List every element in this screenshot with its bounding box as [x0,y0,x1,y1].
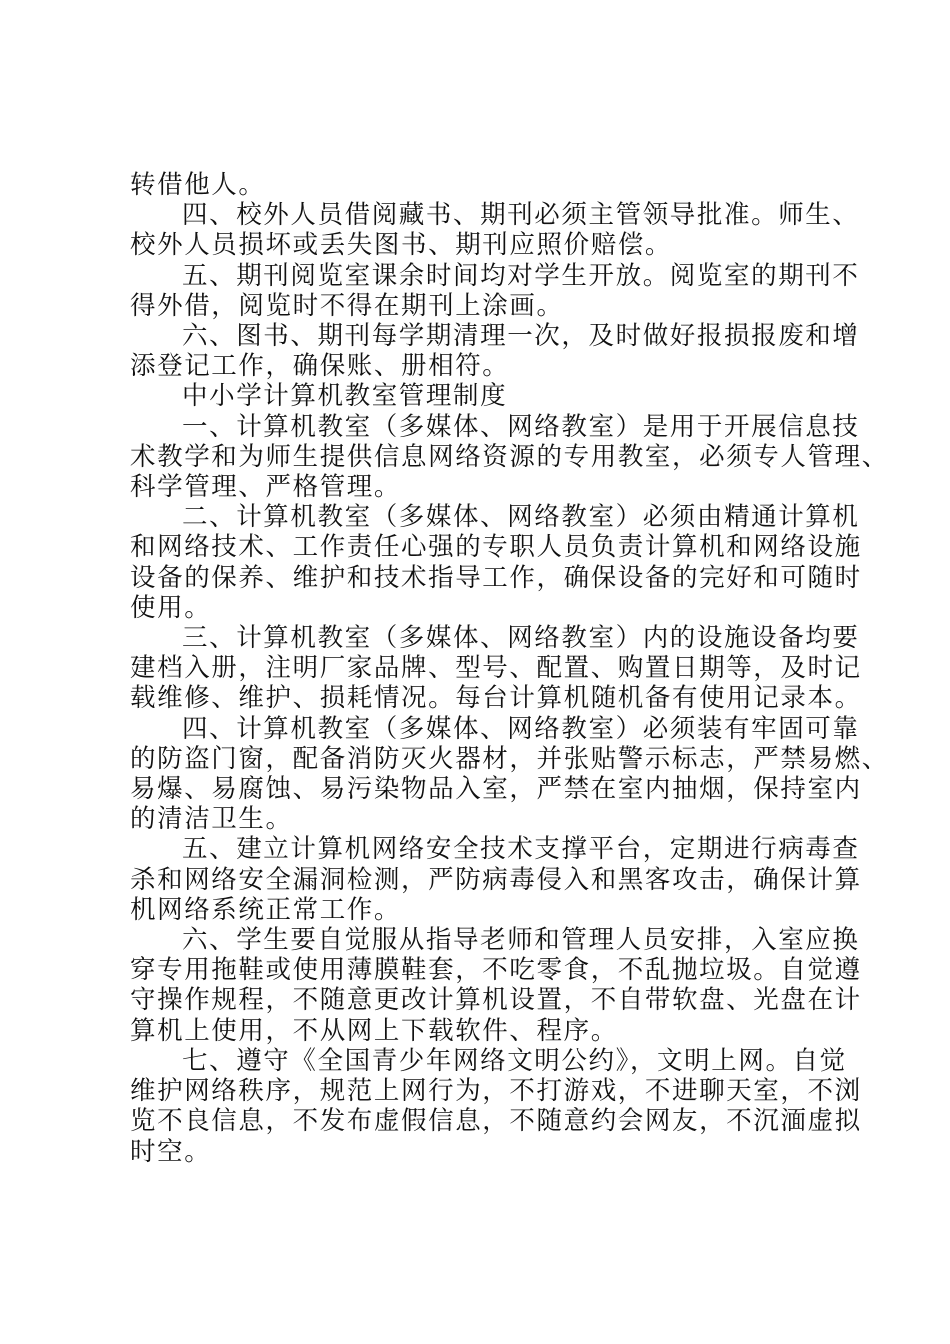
text-line: 的防盗门窗，配备消防灭火器材，并张贴警示标志，严禁易燃、 [130,743,889,774]
text-line: 二、计算机教室（多媒体、网络教室）必须由精通计算机 [182,502,860,533]
text-line: 载维修、维护、损耗情况。每台计算机随机备有使用记录本。 [130,683,862,714]
text-line: 建档入册，注明厂家品牌、型号、配置、购置日期等，及时记 [130,653,862,684]
text-line: 览不良信息，不发布虚假信息，不随意约会网友，不沉湎虚拟 [130,1106,862,1137]
text-line: 得外借，阅览时不得在期刊上涂画。 [130,290,564,321]
paragraph [130,502,862,623]
text-line: 机网络系统正常工作。 [130,894,402,925]
text-line: 中小学计算机教室管理制度 [182,381,508,412]
paragraph [130,713,889,835]
paragraph [130,260,860,321]
paragraph [130,1045,862,1167]
text-line: 七、遵守《全国青少年网络文明公约》，文明上网。自觉 [182,1045,847,1076]
text-line: 转借他人。 [130,170,266,200]
text-line: 术教学和为师生提供信息网络资源的专用教室，必须专人管理、 [130,441,889,472]
text-line: 维护网络秩序，规范上网行为，不打游戏，不进聊天室，不浏 [130,1076,862,1107]
text-line: 和网络技术、工作责任心强的专职人员负责计算机和网络设施 [130,532,862,563]
text-line: 使用。 [130,592,212,623]
text-line: 的清洁卫生。 [130,804,293,835]
text-line: 算机上使用，不从网上下载软件、程序。 [130,1015,618,1046]
paragraph [130,411,889,503]
text-line: 易爆、易腐蚀、易污染物品入室，严禁在室内抽烟，保持室内 [130,774,862,805]
text-line: 三、计算机教室（多媒体、网络教室）内的设施设备均要 [182,623,860,654]
paragraph [130,381,845,411]
text-line: 六、图书、期刊每学期清理一次，及时做好报损报废和增 [182,321,860,352]
paragraph [130,623,862,714]
paragraph [130,170,845,200]
text-line: 四、计算机教室（多媒体、网络教室）必须装有牢固可靠 [182,713,860,744]
document-body [130,170,889,1167]
text-line: 杀和网络安全漏洞检测，严防病毒侵入和黑客攻击，确保计算 [130,864,862,895]
text-line: 五、期刊阅览室课余时间均对学生开放。阅览室的期刊不 [182,260,860,291]
text-line: 时空。 [130,1136,212,1167]
text-line: 五、建立计算机网络安全技术支撑平台，定期进行病毒查 [182,834,860,865]
text-line: 六、学生要自觉服从指导老师和管理人员安排，入室应换 [182,925,860,956]
text-line: 设备的保养、维护和技术指导工作，确保设备的完好和可随时 [130,562,862,593]
paragraph [130,834,862,925]
paragraph [130,321,860,382]
text-line: 一、计算机教室（多媒体、网络教室）是用于开展信息技 [182,411,860,442]
text-line: 四、校外人员借阅藏书、期刊必须主管领导批准。师生、 [182,200,860,231]
text-line: 守操作规程，不随意更改计算机设置，不自带软盘、光盘在计 [130,985,862,1016]
paragraph [130,200,860,261]
text-line: 添登记工作，确保账、册相符。 [130,351,510,382]
text-line: 校外人员损坏或丢失图书、期刊应照价赔偿。 [130,230,673,261]
text-line: 科学管理、严格管理。 [130,472,402,503]
paragraph [130,925,862,1046]
text-line: 穿专用拖鞋或使用薄膜鞋套，不吃零食，不乱抛垃圾。自觉遵 [130,955,862,986]
